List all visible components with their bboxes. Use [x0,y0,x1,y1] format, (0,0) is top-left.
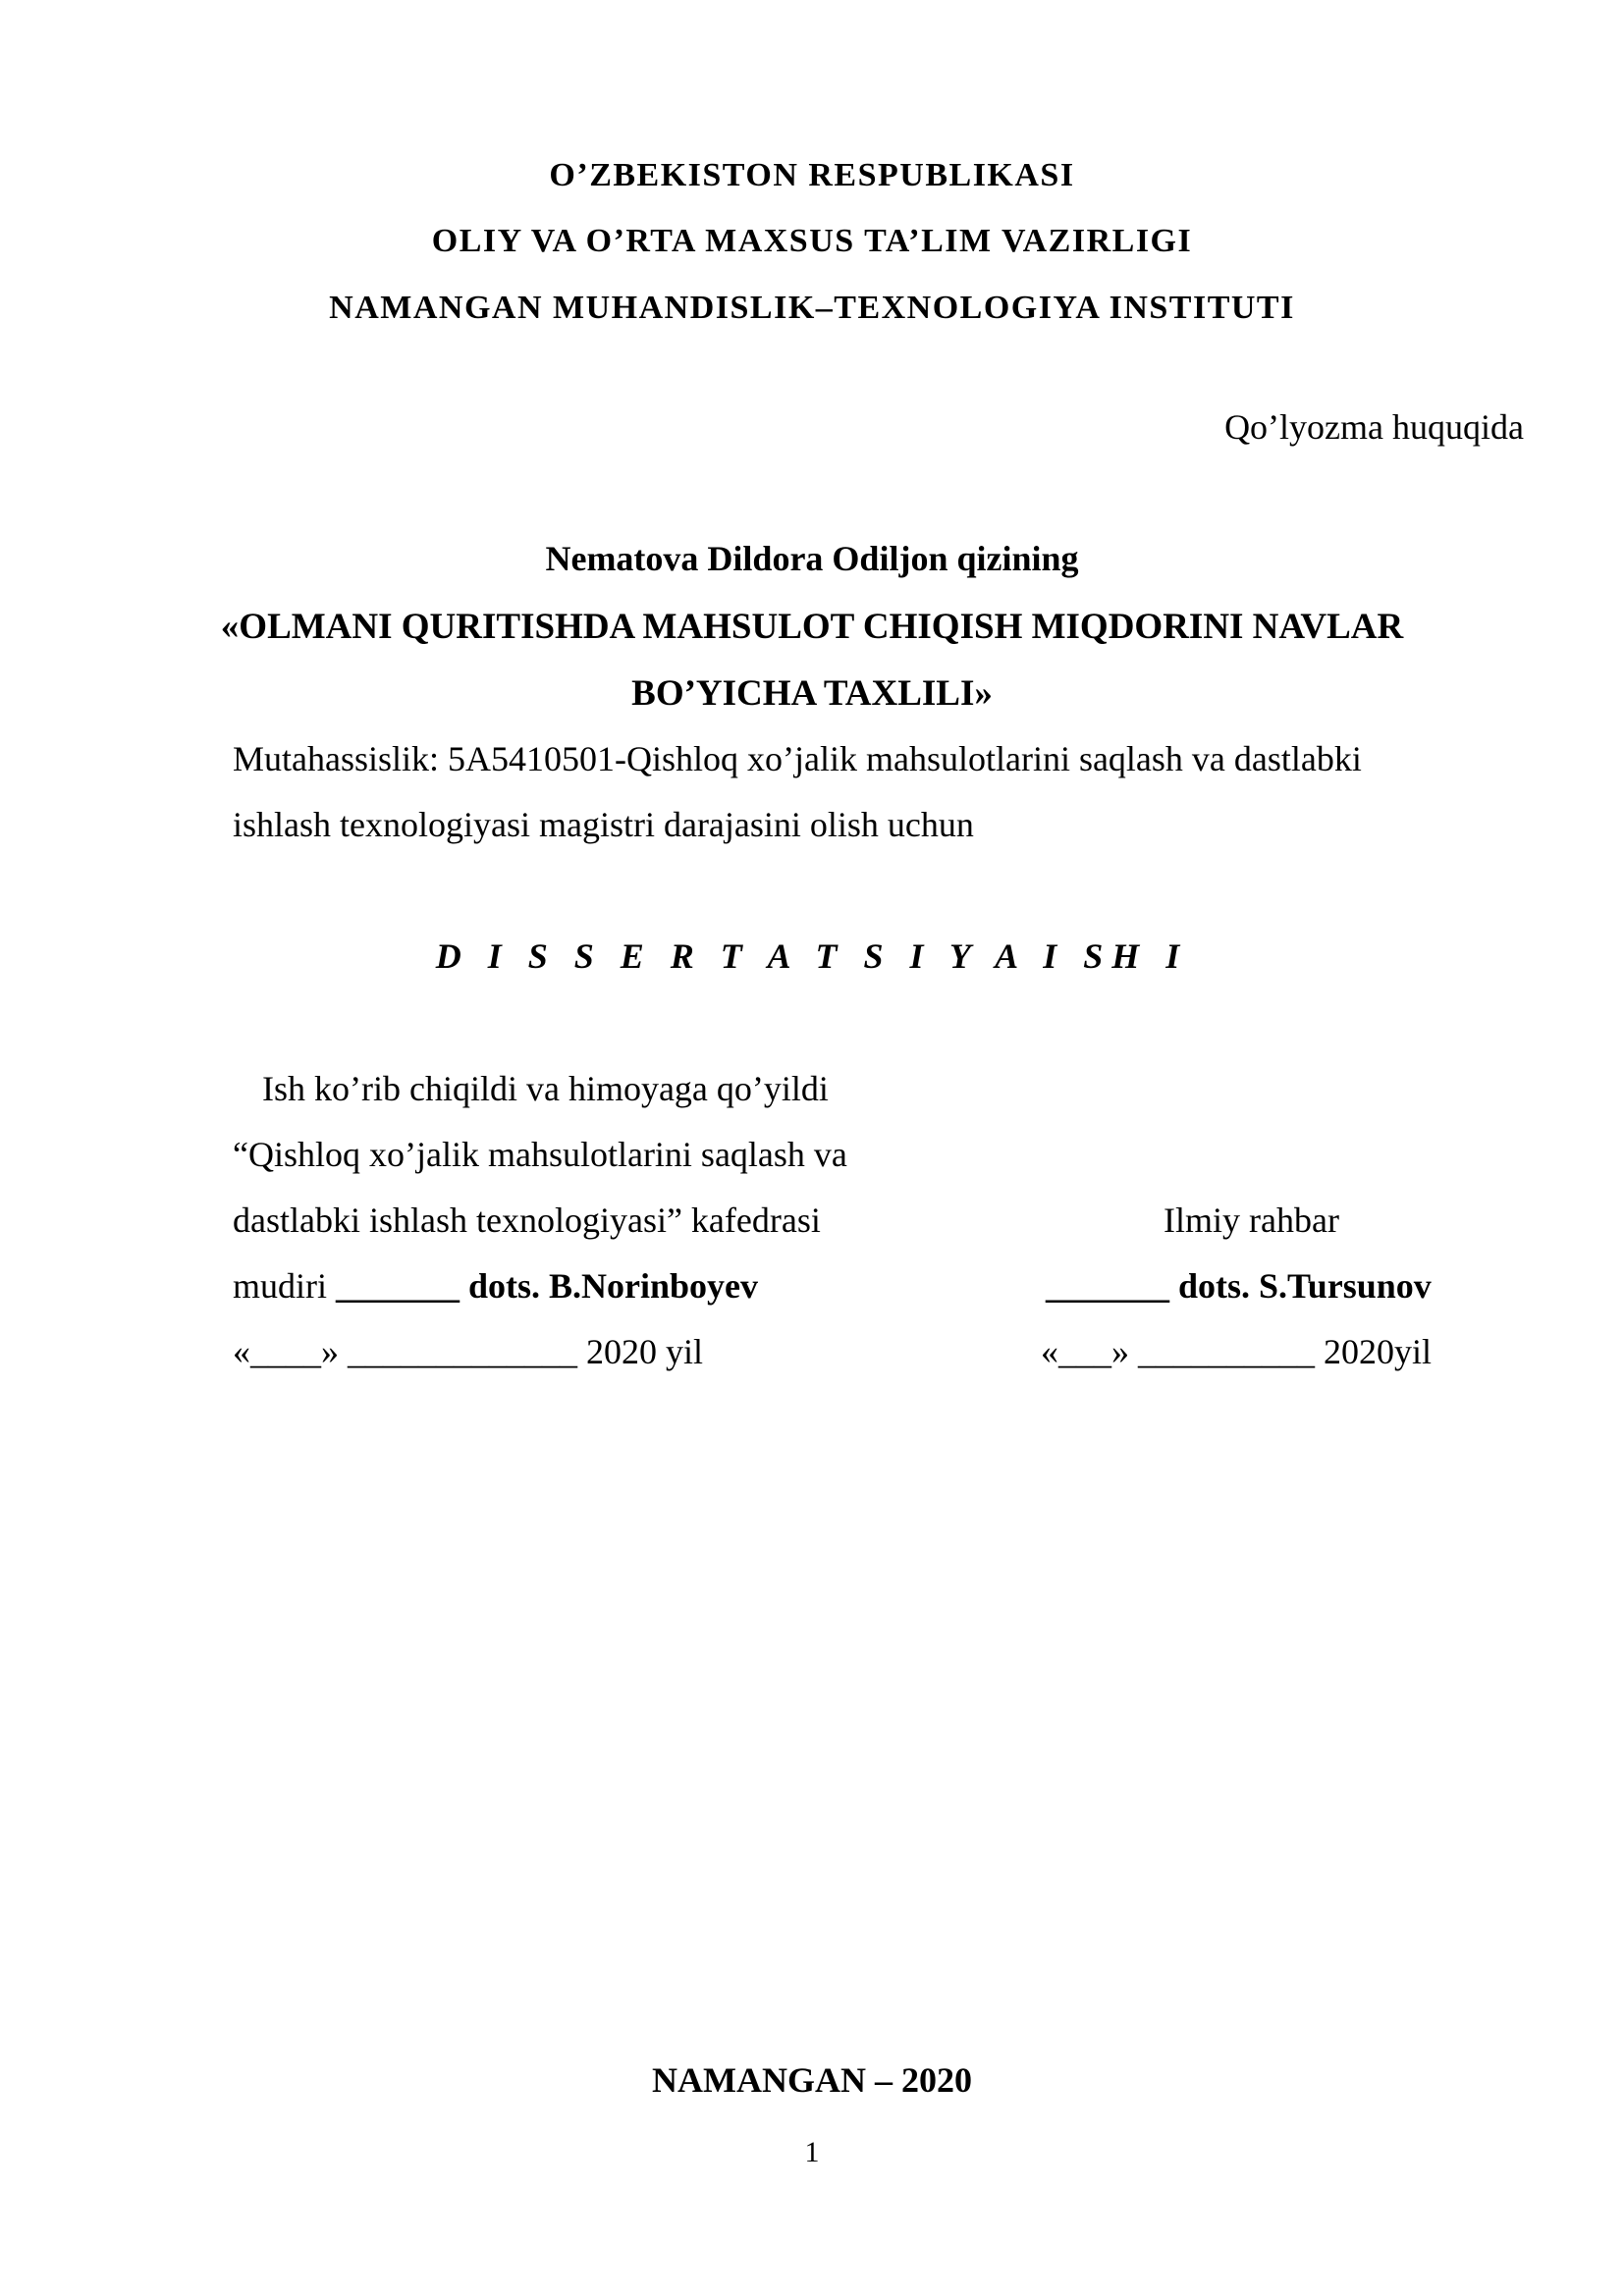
institute-name: NAMANGAN MUHANDISLIK–TEXNOLOGIYA INSTITUTI [329,290,1295,326]
supervisor-date-line: «___» __________ 2020yil [1041,1332,1433,1371]
ministry-country: O’ZBEKISTON RESPUBLIKASI [549,157,1075,193]
head-date-line: «____» _____________ 2020 yil [233,1332,704,1371]
page-number: 1 [804,2136,820,2168]
head-title: mudiri [233,1266,327,1306]
thesis-title-line2: BO’YICHA TAXLILI» [631,673,993,714]
specialty-line1: Mutahassislik: 5A5410501-Qishloq xo’jalik mahsulotlarini saqlash va dastlabki [233,739,1362,778]
supervisor-signature-line [1046,1265,1432,1307]
head-signature-line [233,1265,758,1307]
head-name: dots. B.Norinboyev [468,1266,759,1306]
supervisor-role: Ilmiy rahbar [1164,1201,1339,1240]
supervisor-signature-blank: _______ [1046,1266,1169,1306]
approval-line3: dastlabki ishlash texnologiyasi” kafedrasi [233,1201,821,1240]
document-type: D I S S E R T A T S I Y A I SH I [435,936,1189,976]
rights-note: Qo’lyozma huquqida [1224,407,1524,447]
supervisor-name: dots. S.Tursunov [1178,1266,1432,1306]
ministry-name: OLIY VA O’RTA MAXSUS TA’LIM VAZIRLIGI [431,223,1193,259]
author-name: Nematova Dildora Odiljon qizining [545,539,1079,578]
city-year: NAMANGAN – 2020 [652,2060,972,2100]
thesis-title-line1: «OLMANI QURITISHDA MAHSULOT CHIQISH MIQDORINI NAVLAR [220,607,1404,647]
approval-line1: Ish ko’rib chiqildi va himoyaga qo’yildi [262,1069,829,1108]
specialty-line2: ishlash texnologiyasi magistri darajasini olish uchun [233,805,974,844]
head-signature-blank: _______ [336,1266,460,1306]
approval-line2: “Qishloq xo’jalik mahsulotlarini saqlash va [233,1135,847,1174]
